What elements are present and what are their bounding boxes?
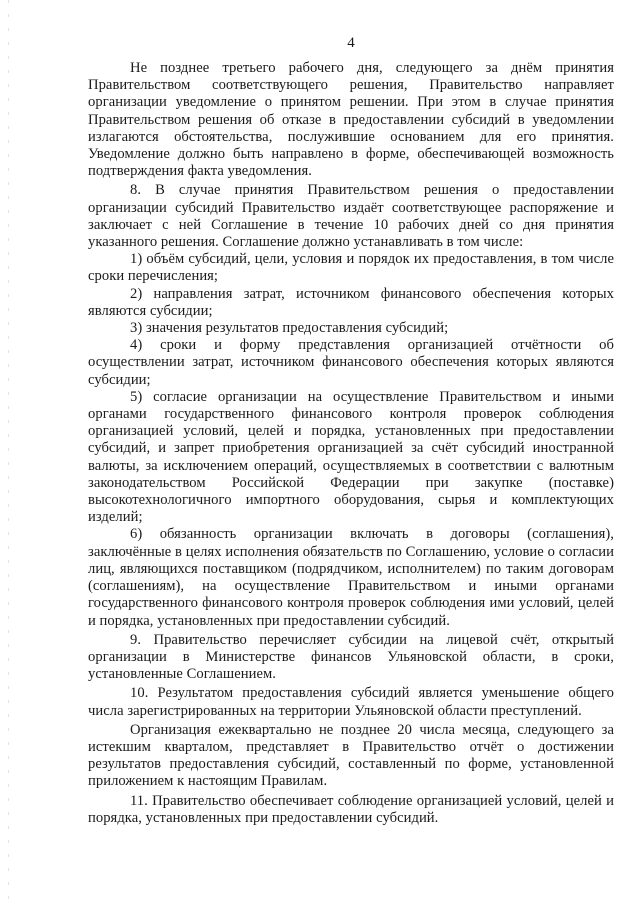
paragraph-subitem-1: 1) объём субсидий, цели, условия и порядок их предоставления, в том числе сроки перечисления; [88, 251, 614, 285]
paragraph-item-11: 11. Правительство обеспечивает соблюдение организацией условий, целей и порядка, установленных при предоставлении субсидий. [88, 792, 614, 826]
page-number: 4 [347, 35, 355, 51]
scan-edge-artifact [8, 0, 9, 905]
paragraph-subitem-3: 3) значения результатов предоставления субсидий; [130, 320, 449, 337]
paragraph-subitem-6: 6) обязанность организации включать в договоры (соглашения), заключённые в целях исполнения обязательств по Соглашению, условие о согласии лиц, являющихся поставщиком (подрядчиком, исполнителем) по таким договорам (соглашениям), на осуществление Правительством и иными органами государственного финансового контроля проверок соблюдения ими условий, целей и порядка, установленных при предоставлении субсидий. [88, 526, 614, 629]
paragraph-subitem-2: 2) направления затрат, источником финансового обеспечения которых являются субсидии; [88, 285, 614, 319]
paragraph-report: Организация ежеквартально не позднее 20 числа месяца, следующего за истекшим кварталом, представляет в Правительство отчёт о достижении результатов предоставления субсидий, составленный по форме, установленной приложением к настоящим Правилам. [88, 721, 614, 790]
paragraph-notification: Не позднее третьего рабочего дня, следующего за днём принятия Правительством соответствующего решения, Правительство направляет организации уведомление о принятом решении. При этом в случае принятия Правительством решения об отказе в предоставлении субсидий в уведомлении излагаются обстоятельства, послужившие основанием для его принятия. Уведомление должно быть направлено в форме, обеспечивающей возможность подтверждения факта уведомления. [88, 60, 614, 180]
paragraph-item-9: 9. Правительство перечисляет субсидии на лицевой счёт, открытый организации в Министерстве финансов Ульяновской области, в сроки, установленные Соглашением. [88, 631, 614, 683]
paragraph-item-8: 8. В случае принятия Правительством решения о предоставлении организации субсидий Правительство издаёт соответствующее распоряжение и заключает с ней Соглашение в течение 10 рабочих дней со дня принятия указанного решения. Соглашение должно устанавливать в том числе: [88, 182, 614, 251]
paragraph-item-10: 10. Результатом предоставления субсидий является уменьшение общего числа зарегистрированных на территории Ульяновской области преступлений. [88, 685, 614, 719]
paragraph-subitem-5: 5) согласие организации на осуществление Правительством и иными органами государственного финансового контроля проверок соблюдения организацией условий, целей и порядка, установленных при предоставлении субсидий, и запрет приобретения организацией за счёт субсидий иностранной валюты, за исключением операций, осуществляемых в соответствии с валютным законодательством Российской Федерации при закупке (поставке) высокотехнологичного импортного оборудования, сырья и комплектующих изделий; [88, 388, 614, 526]
paragraph-subitem-4: 4) сроки и форму представления организацией отчётности об осуществлении затрат, источником финансового обеспечения которых являются субсидии; [88, 337, 614, 388]
